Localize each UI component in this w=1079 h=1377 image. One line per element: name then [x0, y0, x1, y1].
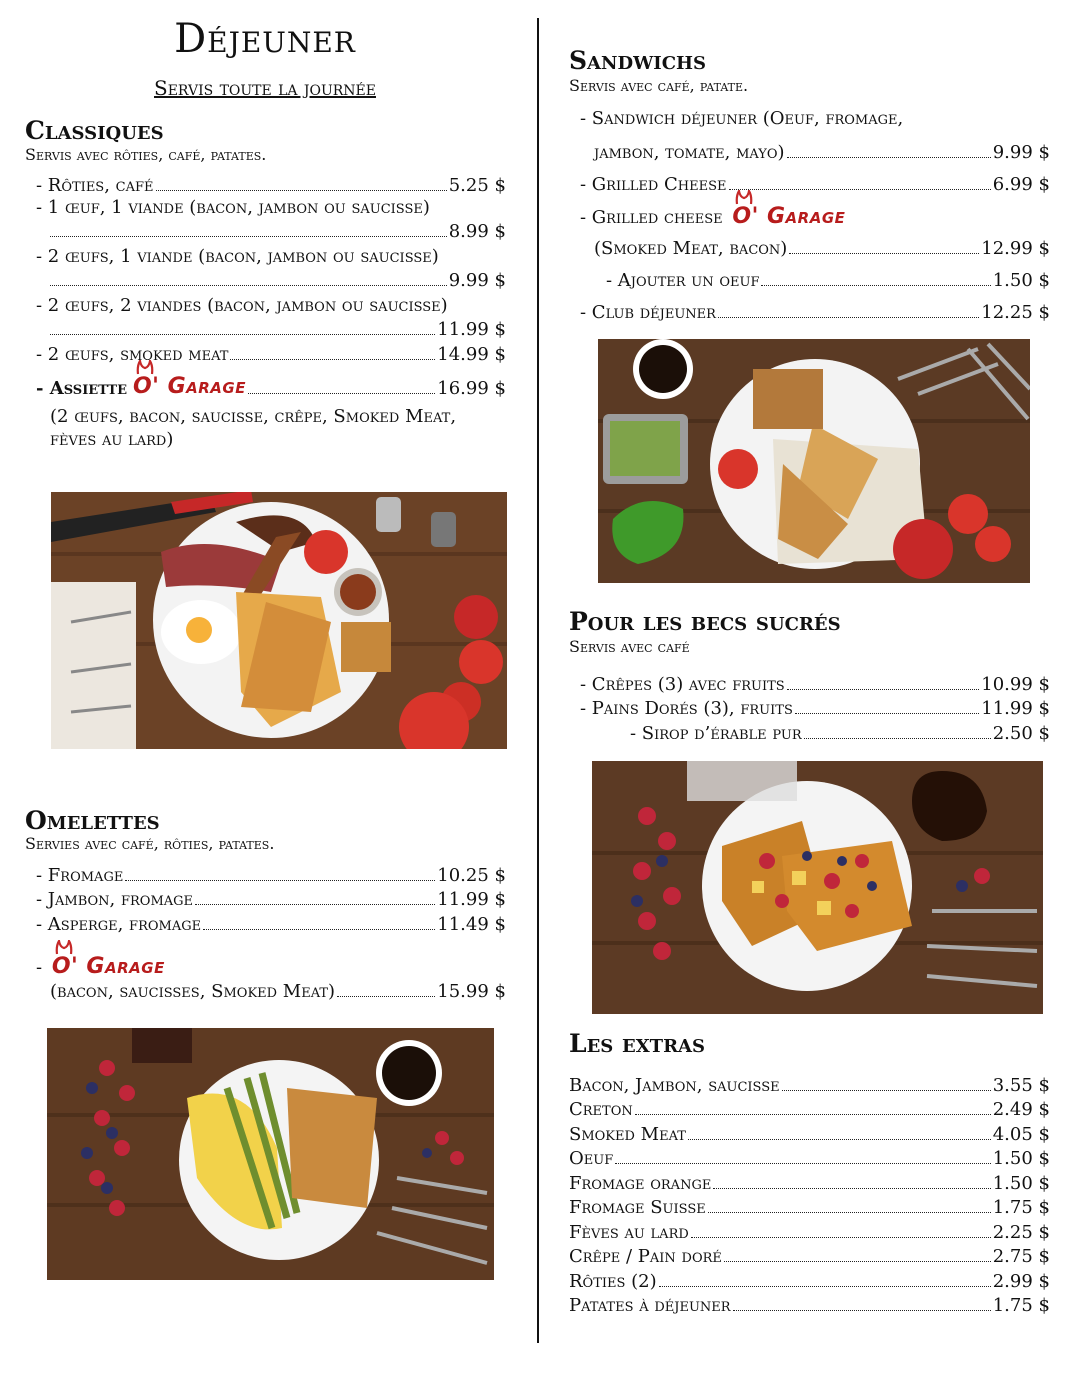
assiette-description-1: (2 œufs, bacon, saucisse, crêpe, Smoked Meat, [50, 406, 457, 427]
menu-item-club-dejeuner: - Club déjeuner 12.25 $ [580, 302, 1050, 323]
menu-item-2-oeufs-1-viande-label: - 2 œufs, 1 viande (bacon, jambon ou saucisse) [36, 246, 439, 267]
extra-item: Fromage Suisse 1.75 $ [569, 1197, 1050, 1218]
menu-item-2-oeufs-1-viande-price-row: 9.99 $ [50, 267, 506, 291]
menu-item-grilled-cheese-garage-label: - Grilled cheese O' Garage [580, 200, 845, 229]
menu-item-asperge-fromage: - Asperge, fromage 11.49 $ [36, 914, 506, 935]
extra-item: Fromage orange 1.50 $ [569, 1173, 1050, 1194]
extra-item: Creton 2.49 $ [569, 1099, 1050, 1120]
menu-item-grilled-cheese: - Grilled Cheese 6.99 $ [580, 174, 1050, 195]
extra-item: Patates à déjeuner 1.75 $ [569, 1295, 1050, 1316]
garage-logo: O' Garage [133, 370, 246, 399]
extra-item: Smoked Meat 4.05 $ [569, 1124, 1050, 1145]
column-divider [537, 18, 539, 1343]
section-sub-sandwichs: Servis avec café, patate. [569, 76, 749, 95]
menu-item-pains-dores: - Pains Dorés (3), fruits 11.99 $ [580, 698, 1050, 719]
extra-item: Bacon, Jambon, saucisse 3.55 $ [569, 1075, 1050, 1096]
section-heading-extras: Les extras [569, 1029, 706, 1058]
garage-logo: O' Garage [732, 200, 845, 229]
menu-item-assiette-garage: - Assiette O' Garage 16.99 $ [36, 371, 506, 399]
assiette-description-2: fèves au lard) [50, 429, 174, 450]
section-sub-becs-sucres: Servis avec café [569, 637, 690, 656]
menu-item-1-oeuf-label: - 1 œuf, 1 viande (bacon, jambon ou saucisse) [36, 197, 430, 218]
breakfast-plate-photo [51, 492, 507, 749]
omelette-plate-photo [47, 1028, 494, 1280]
menu-item-omelette-garage-title: - O' Garage [36, 950, 165, 979]
section-sub-omelettes: Servies avec café, rôties, patates. [25, 834, 275, 853]
section-heading-sandwichs: Sandwichs [569, 46, 707, 75]
menu-item-sandwich-dejeuner-label: - Sandwich déjeuner (Oeuf, fromage, [580, 108, 904, 129]
menu-item-roties-cafe: - Rôties, café 5.25 $ [36, 175, 506, 196]
section-sub-classiques: Servis avec rôties, café, patates. [25, 145, 267, 164]
sandwich-plate-photo [598, 339, 1030, 583]
menu-item-2-oeufs-2-viandes-price-row: 11.99 $ [50, 316, 506, 340]
page-title: Déjeuner [174, 16, 356, 62]
menu-item-grilled-cheese-garage: (Smoked Meat, bacon) 12.99 $ [594, 238, 1050, 259]
menu-item-crepes: - Crêpes (3) avec fruits 10.99 $ [580, 674, 1050, 695]
menu-item-omelette-garage: (bacon, saucisses, Smoked Meat) 15.99 $ [50, 981, 506, 1002]
extra-item: Rôties (2) 2.99 $ [569, 1271, 1050, 1292]
section-heading-becs-sucres: Pour les becs sucrés [569, 607, 841, 636]
page-subtitle: Servis toute la journée [154, 76, 376, 100]
section-heading-classiques: Classiques [25, 116, 164, 145]
menu-item-fromage: - Fromage 10.25 $ [36, 865, 506, 886]
extra-item: Crêpe / Pain doré 2.75 $ [569, 1246, 1050, 1267]
menu-item-sirop-erable: - Sirop d’érable pur 2.50 $ [630, 723, 1050, 744]
menu-item-ajouter-oeuf: - Ajouter un oeuf 1.50 $ [606, 270, 1050, 291]
menu-item-sandwich-dejeuner: jambon, tomate, mayo) 9.99 $ [594, 142, 1050, 163]
garage-logo: O' Garage [52, 950, 165, 979]
menu-item-1-oeuf-price-row: 8.99 $ [50, 218, 506, 242]
menu-item-2-oeufs-2-viandes-label: - 2 œufs, 2 viandes (bacon, jambon ou saucisse) [36, 295, 448, 316]
extra-item: Fèves au lard 2.25 $ [569, 1222, 1050, 1243]
menu-item-jambon-fromage: - Jambon, fromage 11.99 $ [36, 889, 506, 910]
menu-item-smoked-meat: - 2 œufs, smoked meat 14.99 $ [36, 344, 506, 365]
section-heading-omelettes: Omelettes [25, 806, 160, 835]
extra-item: Oeuf 1.50 $ [569, 1148, 1050, 1169]
french-toast-photo [592, 761, 1043, 1014]
